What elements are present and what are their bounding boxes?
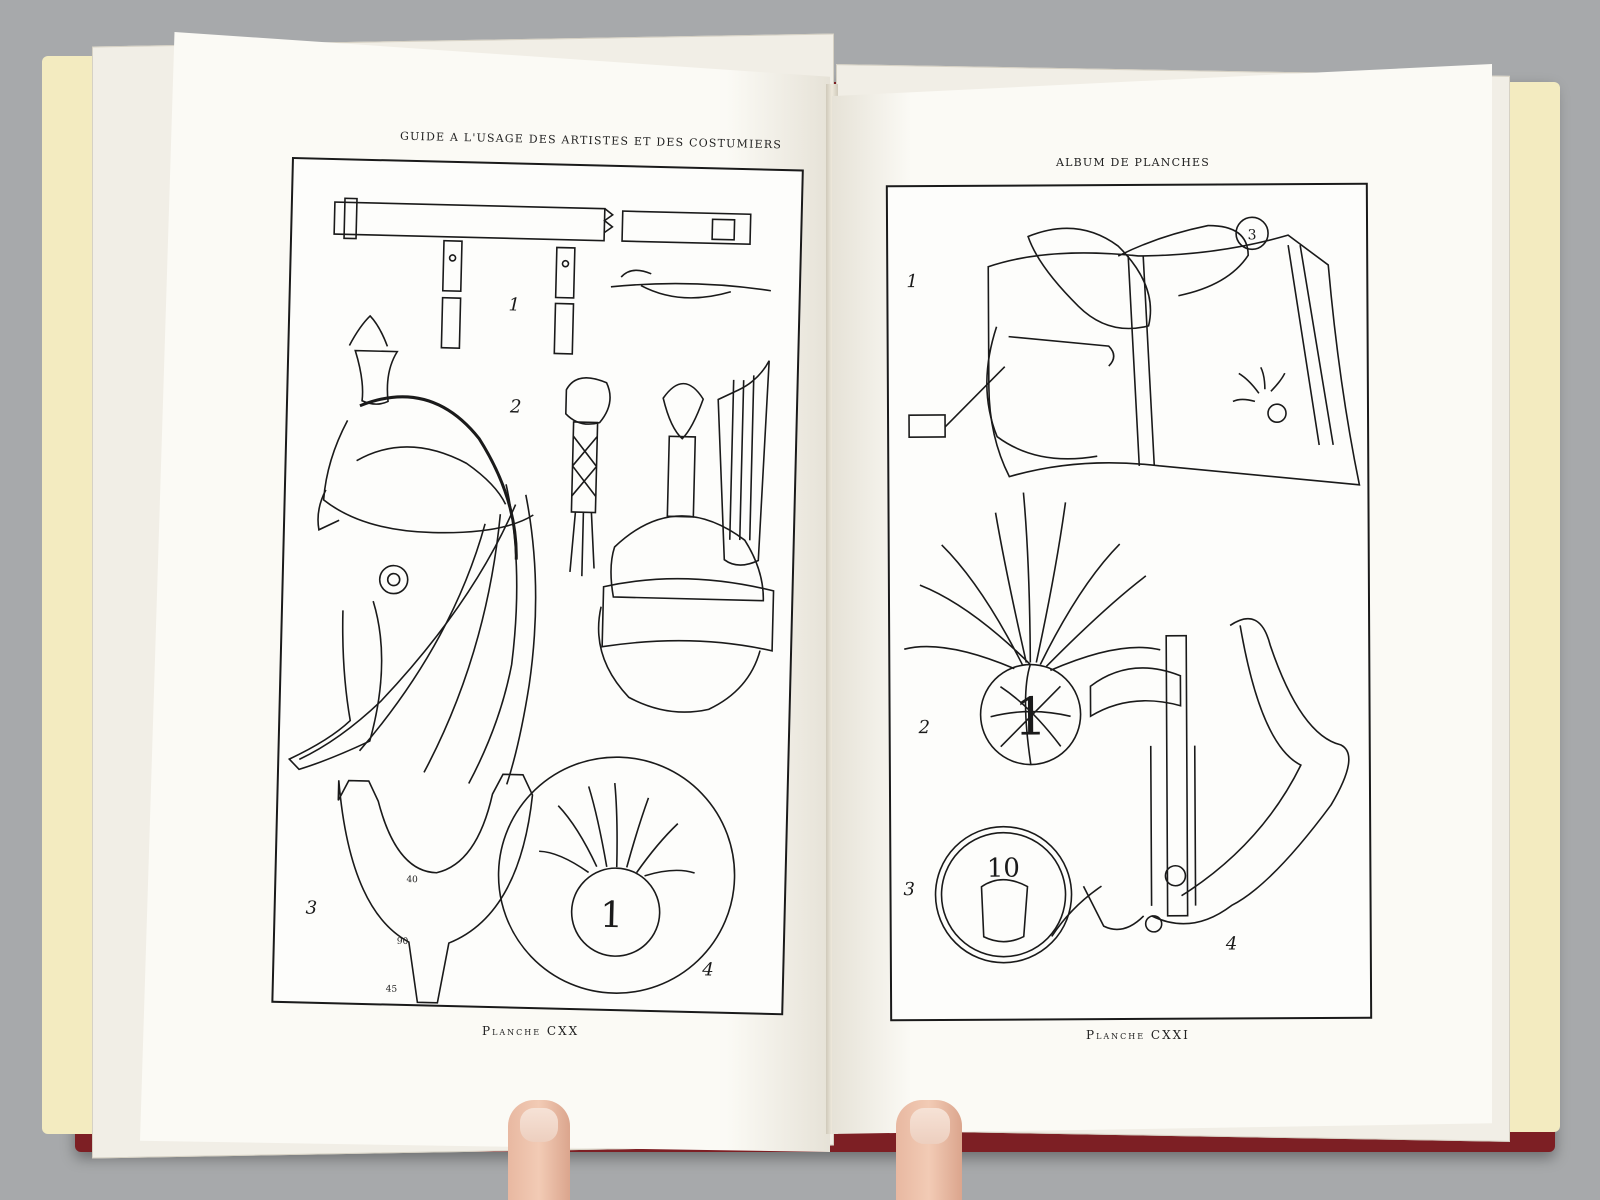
left-fig-number-3: 3 [305, 897, 318, 919]
fig3-mark-90: 90 [396, 936, 409, 948]
right-running-head: ALBUM DE PLANCHES [1056, 156, 1210, 169]
grenade-badge-drawing [496, 754, 738, 996]
left-thumbnail [520, 1108, 558, 1142]
plate-cxxi [886, 183, 1372, 1022]
saddle-grenade-drawing [1233, 367, 1285, 401]
right-fig-number-4: 4 [1225, 933, 1238, 955]
left-fig-number-1: 1 [508, 294, 521, 316]
left-fig-number-2: 2 [509, 396, 522, 418]
saddle-badge-number: 3 [1247, 227, 1257, 244]
plume-drawing [562, 377, 611, 577]
grenade-number: 1 [1013, 687, 1048, 748]
fig3-mark-40: 40 [406, 875, 418, 886]
left-running-head: GUIDE A L'USAGE DES ARTISTES ET DES COSTUMIERS [399, 129, 783, 152]
plate-cxxi-illustration [888, 185, 1370, 1019]
right-fig-number-3: 3 [903, 879, 916, 901]
right-fig-number-1: 1 [906, 271, 918, 293]
bridle-drawing [1050, 618, 1350, 936]
right-fig-number-2: 2 [918, 717, 931, 739]
plate-cxx-illustration [273, 159, 801, 1013]
right-thumbnail [910, 1108, 950, 1144]
fig4-badge-number: 1 [599, 894, 624, 937]
button-number: 10 [986, 853, 1021, 884]
sword-belt-drawing [331, 198, 773, 359]
left-plate-caption: Planche CXX [482, 1024, 580, 1038]
left-fig-number-4: 4 [702, 959, 714, 981]
helmet-front-drawing [597, 357, 780, 714]
numbered-button-drawing [935, 826, 1072, 963]
saddle-cloth-drawing [908, 225, 1359, 487]
fig3-mark-45: 45 [385, 984, 398, 995]
helmet-side-drawing [289, 314, 543, 785]
plate-cxx [271, 157, 804, 1015]
right-plate-caption: Planche CXXI [1086, 1028, 1190, 1042]
strap-fork-drawing [333, 770, 533, 1005]
